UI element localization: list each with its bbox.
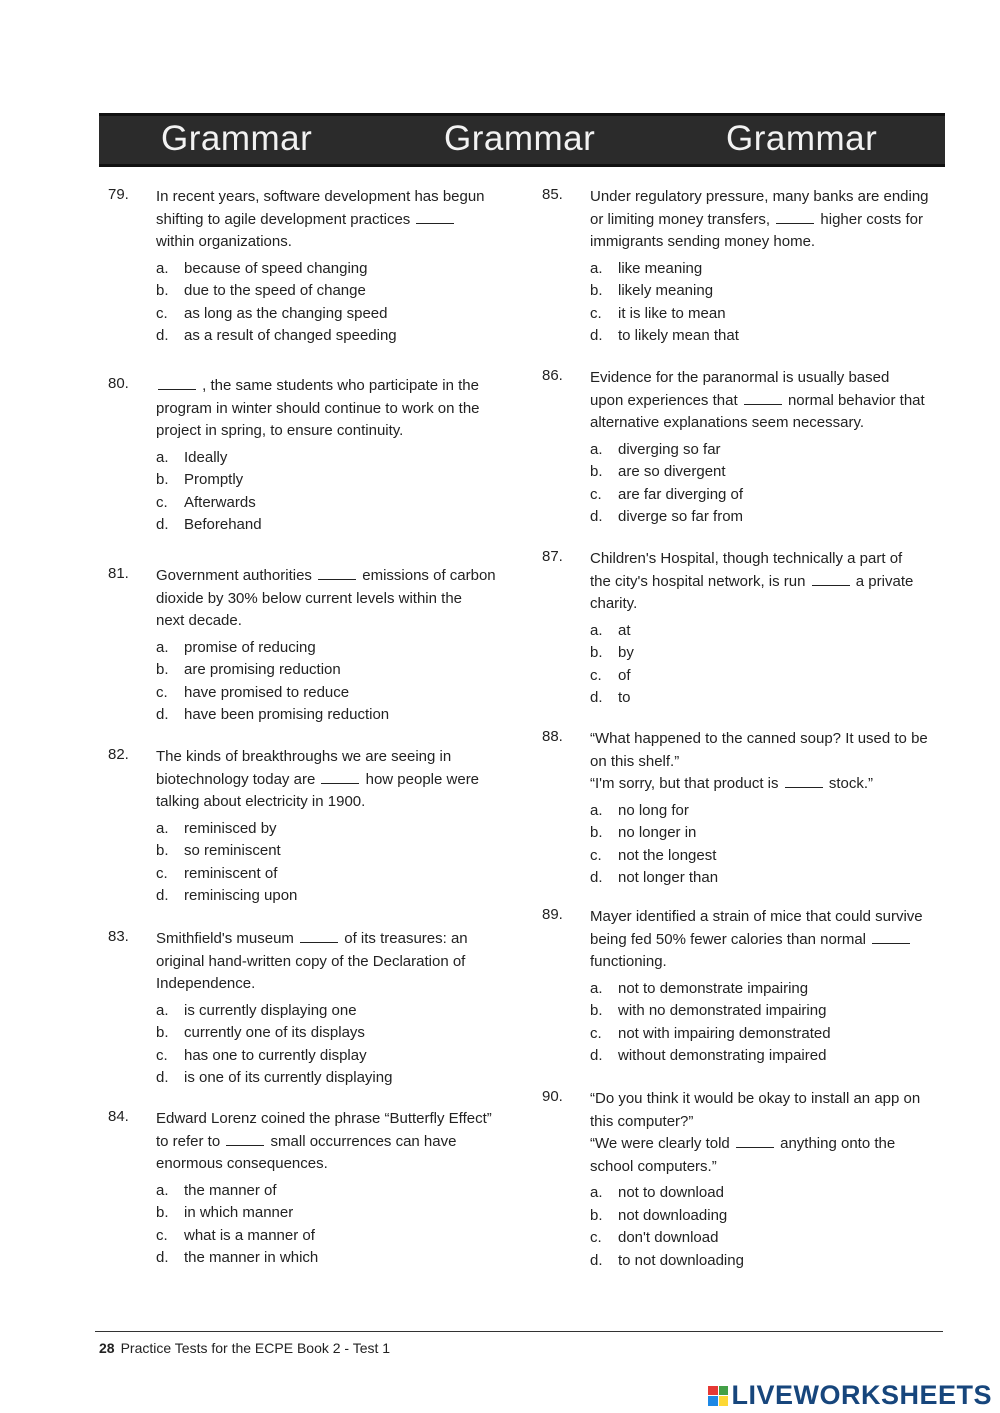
option-letter: a. — [590, 801, 603, 819]
answer-blank[interactable] — [744, 392, 782, 405]
answer-option[interactable] — [156, 885, 508, 908]
answer-option[interactable] — [156, 325, 508, 348]
answer-option[interactable] — [590, 439, 942, 462]
answer-options — [590, 620, 942, 710]
answer-option[interactable] — [590, 845, 942, 868]
answer-option[interactable] — [156, 682, 508, 705]
question-text-line: “Do you think it would be okay to install an app on — [590, 1090, 921, 1107]
answer-options — [590, 978, 942, 1068]
question-text — [590, 548, 942, 616]
option-text: because of speed changing — [184, 259, 368, 277]
answer-option[interactable] — [156, 840, 508, 863]
question-text-line: this computer?” — [590, 1112, 694, 1130]
option-text: reminisced by — [184, 819, 277, 837]
watermark-text: LIVEWORKSHEETS — [731, 1380, 992, 1410]
liveworksheets-logo-icon — [708, 1386, 728, 1406]
answer-option[interactable] — [590, 665, 942, 688]
option-letter: c. — [156, 864, 168, 882]
option-letter: c. — [590, 1024, 602, 1042]
answer-options — [156, 818, 508, 908]
question-text-line: charity. — [590, 595, 638, 612]
question-text — [590, 367, 942, 435]
answer-options — [156, 447, 508, 537]
option-text: Beforehand — [184, 516, 262, 533]
option-text: diverge so far from — [618, 508, 744, 525]
option-letter: d. — [590, 327, 603, 344]
page-number: 28 — [99, 1340, 115, 1356]
option-letter: a. — [590, 621, 603, 639]
option-text: reminiscing upon — [184, 887, 298, 904]
question-number: 86. — [542, 367, 563, 384]
answer-options — [590, 258, 942, 348]
question-text — [590, 728, 942, 796]
answer-blank[interactable] — [300, 930, 338, 943]
option-letter: b. — [156, 282, 169, 299]
answer-option[interactable] — [590, 1000, 942, 1023]
option-letter: a. — [156, 638, 169, 656]
answer-option[interactable] — [590, 867, 942, 890]
answer-option[interactable] — [156, 1067, 508, 1090]
option-letter: c. — [590, 666, 602, 684]
question-81 — [108, 565, 508, 727]
answer-option[interactable] — [156, 659, 508, 682]
question-number: 87. — [542, 548, 563, 565]
question-text-line: The kinds of breakthroughs we are seeing in — [156, 748, 452, 765]
question-text-line: In recent years, software development has begun — [156, 188, 485, 205]
option-letter: b. — [590, 1206, 603, 1224]
answer-option[interactable] — [156, 1225, 508, 1248]
option-text: it is like to mean — [618, 304, 726, 322]
option-letter: c. — [156, 493, 168, 511]
answer-option[interactable] — [156, 863, 508, 886]
banner-title-1: Grammar — [161, 119, 313, 158]
question-text-line: project in spring, to ensure continuity. — [156, 422, 404, 439]
answer-option[interactable] — [156, 1202, 508, 1225]
answer-blank[interactable] — [226, 1133, 264, 1146]
question-text-line: being fed 50% fewer calories than normal — [590, 929, 942, 952]
question-text — [156, 746, 508, 814]
question-text — [590, 1088, 942, 1178]
question-number: 83. — [108, 928, 129, 945]
option-text: have promised to reduce — [184, 683, 350, 701]
answer-blank[interactable] — [416, 211, 454, 224]
option-text: are far diverging of — [618, 485, 744, 503]
answer-option[interactable] — [156, 637, 508, 660]
logo-square — [719, 1386, 729, 1396]
question-text-line: talking about electricity in 1900. — [156, 793, 366, 810]
question-number: 85. — [542, 186, 563, 203]
option-letter: c. — [156, 304, 168, 322]
option-letter: d. — [156, 1249, 169, 1266]
answer-blank[interactable] — [321, 771, 359, 784]
question-text — [156, 565, 508, 633]
option-letter: d. — [156, 327, 169, 344]
answer-option[interactable] — [156, 469, 508, 492]
answer-option[interactable] — [156, 258, 508, 281]
question-number: 90. — [542, 1088, 563, 1105]
option-text: what is a manner of — [184, 1226, 315, 1244]
answer-options — [156, 258, 508, 348]
liveworksheets-watermark — [708, 1380, 992, 1411]
question-text-line: shifting to agile development practices — [156, 209, 508, 232]
answer-option[interactable] — [156, 514, 508, 537]
option-text: due to the speed of change — [184, 282, 366, 299]
option-letter: b. — [156, 471, 169, 488]
question-number: 82. — [108, 746, 129, 763]
answer-option[interactable] — [590, 280, 942, 303]
banner-title-3: Grammar — [726, 119, 878, 158]
question-79 — [108, 186, 508, 348]
option-text: not longer than — [618, 869, 719, 886]
answer-blank[interactable] — [736, 1135, 774, 1148]
option-letter: d. — [590, 1047, 603, 1064]
question-text-line: alternative explanations seem necessary. — [590, 414, 865, 431]
answer-option[interactable] — [156, 818, 508, 841]
question-88 — [542, 728, 942, 890]
question-86 — [542, 367, 942, 529]
option-text: has one to currently display — [184, 1046, 367, 1064]
option-letter: c. — [156, 683, 168, 701]
option-text: Promptly — [184, 471, 244, 488]
option-text: as a result of changed speeding — [184, 327, 397, 344]
answer-option[interactable] — [156, 303, 508, 326]
option-letter: b. — [590, 463, 603, 480]
option-text: no long for — [618, 801, 689, 819]
answer-option[interactable] — [590, 484, 942, 507]
option-text: the manner in which — [184, 1249, 319, 1266]
logo-square — [708, 1396, 718, 1406]
answer-options — [590, 439, 942, 529]
question-82 — [108, 746, 508, 908]
question-number: 88. — [542, 728, 563, 745]
option-text: not downloading — [618, 1206, 728, 1224]
option-text: are promising reduction — [184, 661, 341, 678]
answer-options — [590, 800, 942, 890]
question-87 — [542, 548, 942, 710]
answer-option[interactable] — [590, 620, 942, 643]
answer-option[interactable] — [156, 280, 508, 303]
option-letter: b. — [156, 842, 169, 859]
answer-blank[interactable] — [318, 567, 356, 580]
answer-option[interactable] — [156, 704, 508, 727]
answer-option[interactable] — [590, 1205, 942, 1228]
question-text-line: functioning. — [590, 953, 667, 970]
option-letter: c. — [590, 1229, 602, 1246]
option-text: without demonstrating impaired — [618, 1047, 827, 1064]
option-text: like meaning — [618, 259, 703, 277]
option-letter: c. — [590, 846, 602, 864]
option-text: to — [618, 689, 631, 706]
option-letter: a. — [156, 819, 169, 837]
question-90 — [542, 1088, 942, 1272]
option-letter: d. — [156, 887, 169, 904]
answer-option[interactable] — [590, 506, 942, 529]
answer-blank[interactable] — [776, 211, 814, 224]
answer-option[interactable] — [156, 1045, 508, 1068]
question-text-line: Smithfield's museum of its treasures: an — [156, 930, 468, 947]
question-83 — [108, 928, 508, 1090]
footer-rule — [95, 1331, 943, 1332]
option-text: is one of its currently displaying — [184, 1069, 393, 1086]
option-text: as long as the changing speed — [184, 304, 388, 322]
question-text-line: Independence. — [156, 975, 256, 992]
answer-blank[interactable] — [785, 775, 823, 788]
option-letter: d. — [156, 516, 169, 533]
question-text — [156, 186, 508, 254]
option-text: so reminiscent — [184, 842, 281, 859]
answer-option[interactable] — [590, 978, 942, 1001]
question-text — [156, 375, 508, 443]
option-letter: b. — [156, 661, 169, 678]
question-80 — [108, 375, 508, 537]
option-letter: d. — [590, 1251, 603, 1269]
option-text: Afterwards — [184, 493, 256, 511]
question-number: 81. — [108, 565, 129, 582]
option-letter: b. — [156, 1024, 169, 1041]
option-letter: b. — [590, 644, 603, 661]
question-text-line: Under regulatory pressure, many banks are ending — [590, 188, 929, 205]
option-text: no longer in — [618, 824, 697, 841]
question-text-line: enormous consequences. — [156, 1155, 328, 1172]
option-letter: c. — [156, 1226, 168, 1244]
question-84 — [108, 1108, 508, 1270]
option-letter: a. — [590, 979, 603, 997]
option-text: at — [618, 621, 631, 639]
option-letter: c. — [156, 1046, 168, 1064]
option-letter: d. — [590, 689, 603, 706]
answer-option[interactable] — [590, 303, 942, 326]
option-letter: d. — [156, 1069, 169, 1086]
option-letter: a. — [590, 259, 603, 277]
answer-option[interactable] — [590, 642, 942, 665]
answer-options — [156, 1000, 508, 1090]
answer-option[interactable] — [590, 822, 942, 845]
question-text-line: Edward Lorenz coined the phrase “Butterfly Effect” — [156, 1110, 492, 1127]
question-85 — [542, 186, 942, 348]
option-text: not to demonstrate impairing — [618, 979, 809, 997]
option-text: don't download — [618, 1229, 719, 1246]
answer-option[interactable] — [590, 1023, 942, 1046]
question-text-line: “I'm sorry, but that product is stock.” — [590, 775, 873, 792]
question-text — [590, 906, 942, 974]
question-text-line: on this shelf.” — [590, 752, 680, 770]
option-text: not with impairing demonstrated — [618, 1024, 831, 1042]
option-letter: d. — [590, 508, 603, 525]
option-text: reminiscent of — [184, 864, 278, 882]
option-letter: a. — [156, 1001, 169, 1019]
logo-square — [708, 1386, 718, 1396]
question-text-line: Government authorities emissions of carbon — [156, 567, 496, 584]
logo-square — [719, 1396, 729, 1406]
answer-option[interactable] — [156, 492, 508, 515]
answer-options — [156, 637, 508, 727]
option-letter: c. — [590, 304, 602, 322]
footer-title: Practice Tests for the ECPE Book 2 - Test 1 — [120, 1340, 391, 1356]
option-text: is currently displaying one — [184, 1001, 357, 1019]
question-text-line: “What happened to the canned soup? It used to be — [590, 730, 928, 747]
answer-option[interactable] — [590, 687, 942, 710]
question-text-line: within organizations. — [156, 233, 292, 250]
option-letter: d. — [590, 869, 603, 886]
banner-title-2: Grammar — [444, 119, 596, 158]
option-text: not the longest — [618, 846, 717, 864]
option-letter: b. — [590, 1002, 603, 1019]
option-text: Ideally — [184, 448, 228, 466]
question-text-line: “We were clearly told anything onto the — [590, 1135, 896, 1152]
option-text: to not downloading — [618, 1251, 744, 1269]
question-number: 80. — [108, 375, 129, 392]
option-text: likely meaning — [618, 282, 714, 299]
option-letter: b. — [590, 282, 603, 299]
answer-option[interactable] — [590, 1250, 942, 1273]
question-text — [590, 186, 942, 254]
question-text-line: the city's hospital network, is run a private — [590, 572, 914, 590]
question-text-line: Mayer identified a strain of mice that could survive — [590, 908, 923, 925]
option-letter: a. — [590, 1184, 603, 1201]
question-text-line: Children's Hospital, though technically a part of — [590, 550, 903, 567]
option-text: in which manner — [184, 1204, 294, 1221]
answer-blank[interactable] — [158, 377, 196, 390]
option-text: of — [618, 666, 631, 684]
question-text — [156, 928, 508, 996]
option-letter: b. — [156, 1204, 169, 1221]
question-text-line: biotechnology today are how people were — [156, 770, 480, 788]
option-letter: a. — [156, 1181, 169, 1199]
answer-blank[interactable] — [812, 573, 850, 586]
option-text: promise of reducing — [184, 638, 316, 656]
option-letter: b. — [590, 824, 603, 841]
section-banner — [99, 113, 945, 167]
question-text-line: Evidence for the paranormal is usually based — [590, 369, 890, 386]
answer-option[interactable] — [590, 1182, 942, 1205]
question-text — [156, 1108, 508, 1176]
answer-option[interactable] — [590, 1045, 942, 1068]
question-89 — [542, 906, 942, 1068]
answer-option[interactable] — [156, 447, 508, 470]
answer-options — [590, 1182, 942, 1272]
question-text-line: dioxide by 30% below current levels within the — [156, 589, 462, 607]
question-text-line: to refer to small occurrences can have — [156, 1132, 457, 1150]
option-text: to likely mean that — [618, 327, 739, 344]
answer-option[interactable] — [590, 325, 942, 348]
question-text-line: original hand-written copy of the Declaration of — [156, 952, 466, 970]
option-text: not to download — [618, 1184, 724, 1201]
question-text-line: or limiting money transfers, higher costs for — [590, 210, 923, 228]
page-footer — [99, 1340, 390, 1356]
option-letter: d. — [156, 706, 169, 723]
option-text: have been promising reduction — [184, 706, 390, 723]
answer-option[interactable] — [590, 1227, 942, 1250]
answer-option[interactable] — [590, 258, 942, 281]
option-text: the manner of — [184, 1181, 277, 1199]
question-text-line: immigrants sending money home. — [590, 233, 816, 250]
answer-blank[interactable] — [872, 931, 910, 944]
answer-option[interactable] — [156, 1022, 508, 1045]
question-number: 79. — [108, 186, 129, 203]
option-letter: a. — [156, 448, 169, 466]
option-text: by — [618, 644, 634, 661]
question-text-line: program in winter should continue to work on the — [156, 399, 480, 417]
option-text: currently one of its displays — [184, 1024, 365, 1041]
option-letter: a. — [590, 440, 603, 458]
option-text: are so divergent — [618, 463, 726, 480]
question-text-line: upon experiences that normal behavior that — [590, 391, 925, 409]
answer-options — [156, 1180, 508, 1270]
question-text-line: school computers.” — [590, 1157, 717, 1175]
question-text-line: , the same students who participate in the — [156, 375, 508, 398]
option-letter: a. — [156, 259, 169, 277]
question-text-line: next decade. — [156, 612, 242, 629]
option-letter: c. — [590, 485, 602, 503]
option-text: diverging so far — [618, 440, 721, 458]
answer-option[interactable] — [590, 461, 942, 484]
question-number: 84. — [108, 1108, 129, 1125]
question-number: 89. — [542, 906, 563, 923]
answer-option[interactable] — [590, 800, 942, 823]
option-text: with no demonstrated impairing — [618, 1002, 827, 1019]
answer-option[interactable] — [156, 1180, 508, 1203]
answer-option[interactable] — [156, 1000, 508, 1023]
answer-option[interactable] — [156, 1247, 508, 1270]
